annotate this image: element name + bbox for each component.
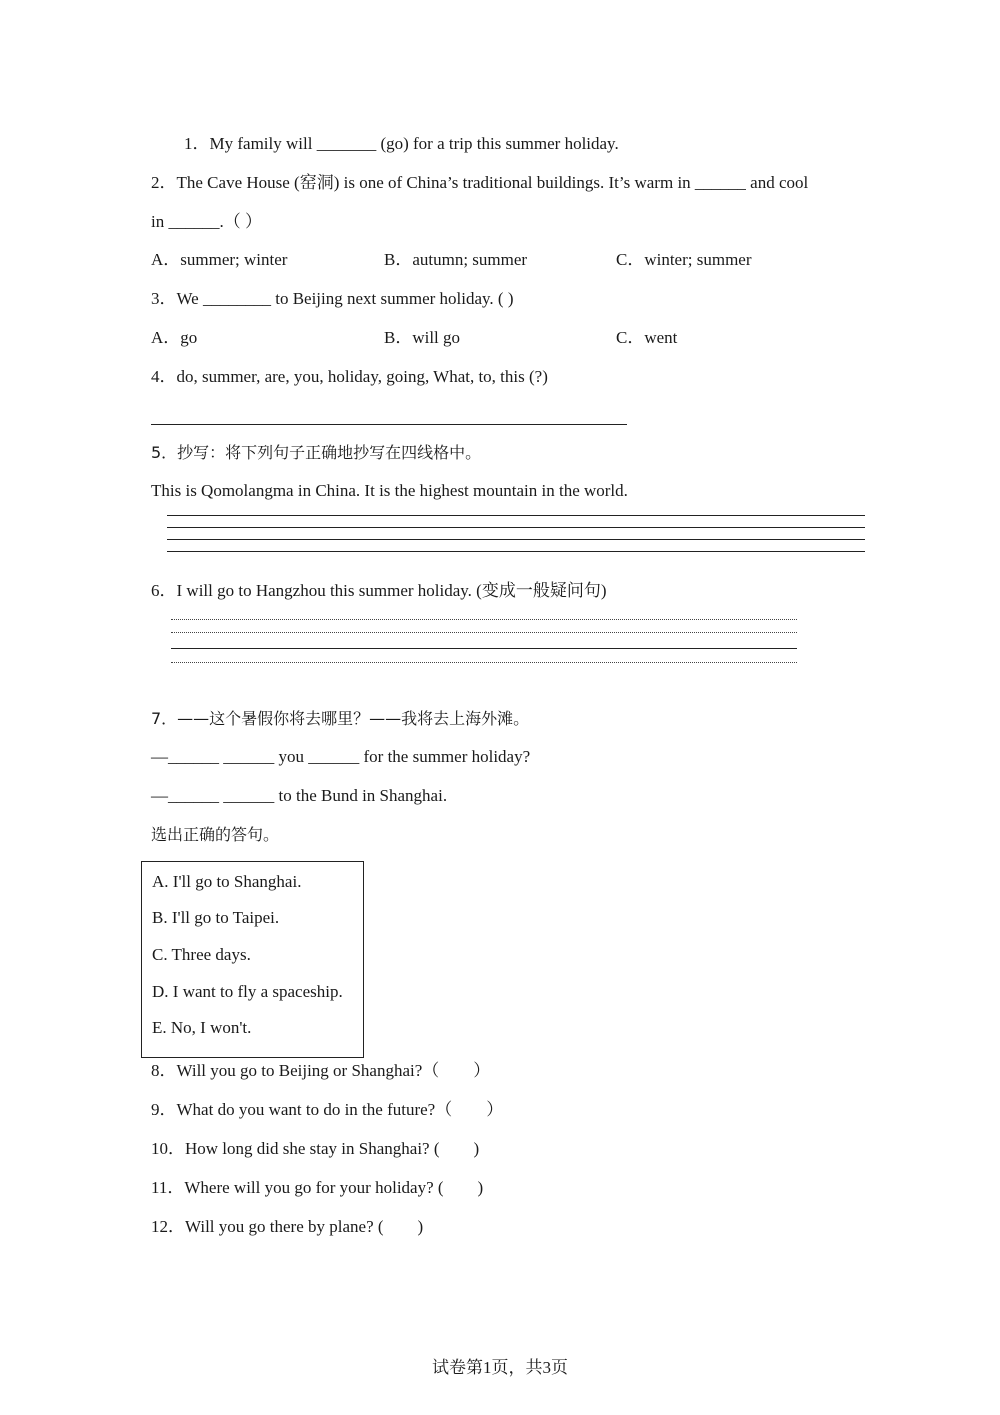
question-5-title: 5．抄写：将下列句子正确地抄写在四线格中。 [151, 443, 482, 462]
box-option-d: D. I want to fly a spaceship. [152, 982, 343, 1001]
dotted-line-2 [171, 632, 797, 633]
select-instruction: 选出正确的答句。 [151, 825, 280, 844]
question-5-sentence: This is Qomolangma in China. It is the highest mountain in the world. [151, 481, 628, 500]
box-option-a: A. I'll go to Shanghai. [152, 872, 302, 891]
question-9: 9．What do you want to do in the future?（ ） [151, 1100, 504, 1119]
grid-line-4 [167, 551, 865, 552]
grid-line-3 [167, 539, 865, 540]
box-option-c: C. Three days. [152, 945, 251, 964]
box-option-e: E. No, I won't. [152, 1018, 252, 1037]
box-option-b: B. I'll go to Taipei. [152, 908, 280, 927]
question-4: 4．do, summer, are, you, holiday, going, What, to, this (?) [151, 367, 548, 386]
question-2-option-b: B．autumn; summer [384, 250, 528, 269]
question-2-line1: 2．The Cave House (窑洞) is one of China’s traditional buildings. It’s warm in ______ and cool [151, 173, 809, 192]
question-12: 12．Will you go there by plane? ( ) [151, 1217, 424, 1236]
question-7-line2: —______ ______ to the Bund in Shanghai. [151, 786, 448, 805]
question-3: 3．We ________ to Beijing next summer holiday. ( ) [151, 289, 514, 308]
question-3-option-c: C．went [616, 328, 678, 347]
grid-line-1 [167, 515, 865, 516]
question-7-title: 7．——这个暑假你将去哪里？——我将去上海外滩。 [151, 709, 530, 728]
answer-options-box [141, 861, 364, 1058]
dotted-line-1 [171, 619, 797, 620]
solid-line [171, 648, 797, 649]
question-10: 10．How long did she stay in Shanghai? ( ) [151, 1139, 480, 1158]
question-1: 1．My family will _______ (go) for a trip this summer holiday. [184, 134, 619, 153]
question-3-option-b: B．will go [384, 328, 461, 347]
question-7-line1: —______ ______ you ______ for the summer holiday? [151, 747, 531, 766]
answer-line-q4 [151, 424, 627, 425]
question-6: 6．I will go to Hangzhou this summer holiday. (变成一般疑问句) [151, 581, 607, 600]
question-11: 11．Where will you go for your holiday? ( ) [151, 1178, 484, 1197]
question-8: 8．Will you go to Beijing or Shanghai?（ ） [151, 1061, 491, 1080]
question-2-option-c: C．winter; summer [616, 250, 752, 269]
dotted-line-3 [171, 662, 797, 663]
question-2-option-a: A．summer; winter [151, 250, 288, 269]
question-3-option-a: A．go [151, 328, 198, 347]
page-footer: 试卷第1页，共3页 [432, 1358, 568, 1377]
question-2-line2: in ______.（ ） [151, 212, 262, 231]
grid-line-2 [167, 527, 865, 528]
